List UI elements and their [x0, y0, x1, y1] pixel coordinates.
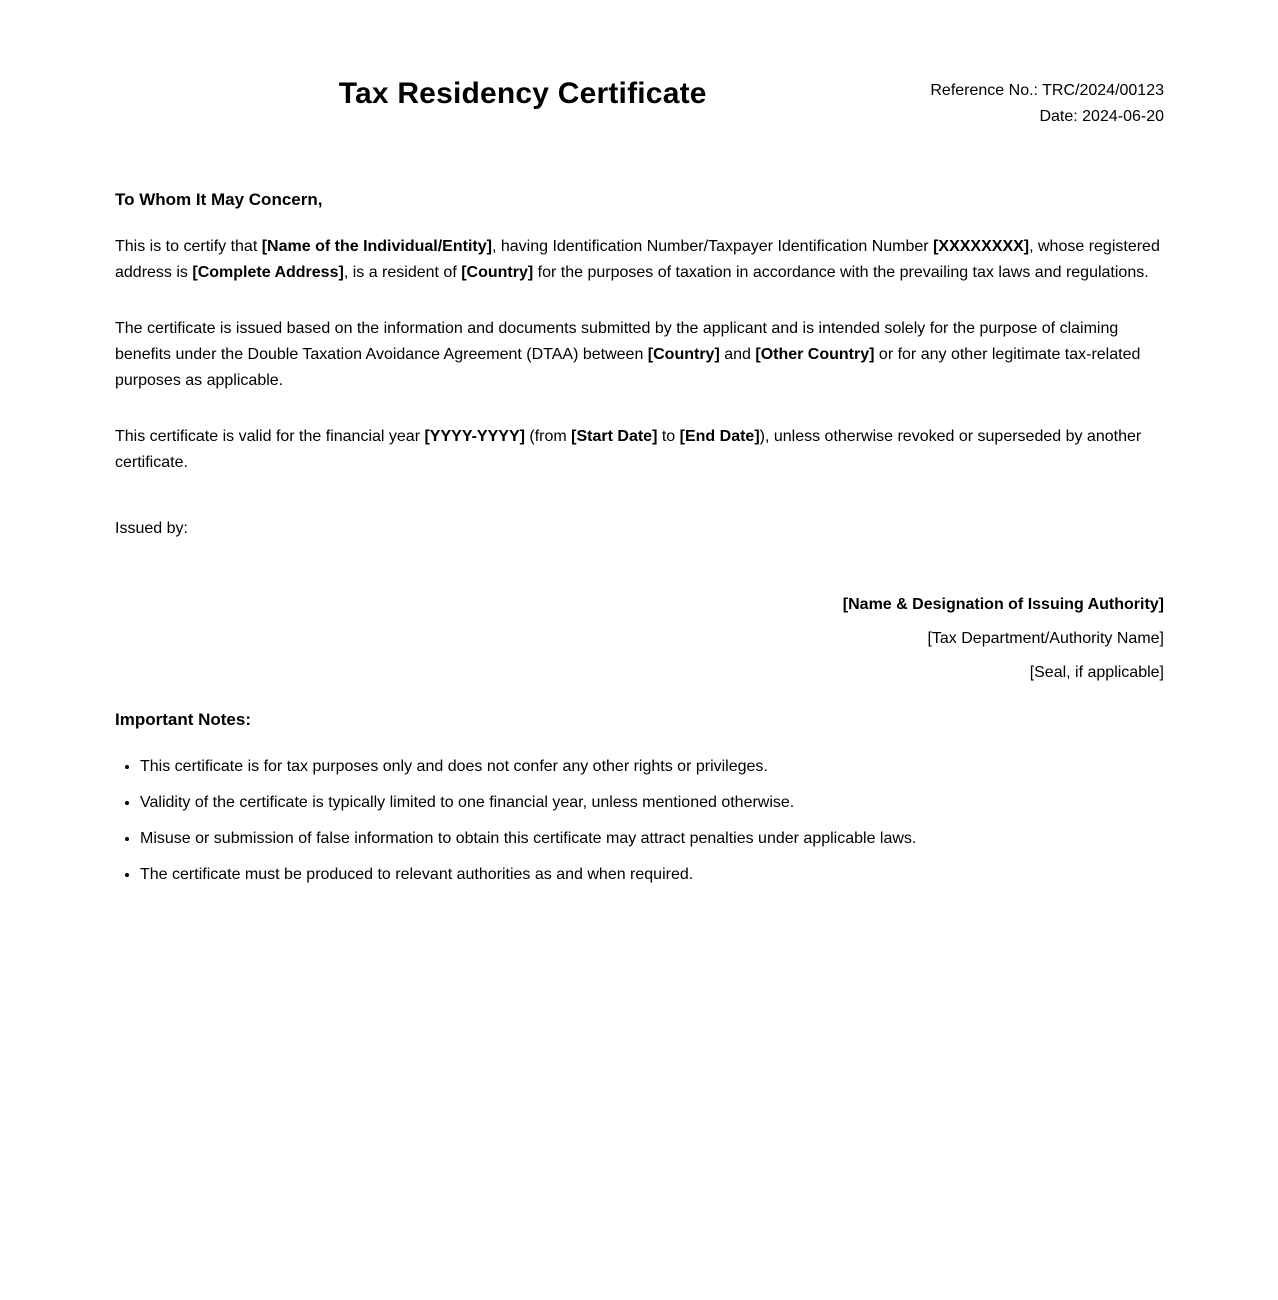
document-header [115, 78, 1164, 130]
seal-placeholder: [Seal, if applicable] [1029, 664, 1164, 681]
signature-block [115, 588, 1164, 690]
document-title: Tax Residency Certificate [338, 77, 707, 110]
validity-paragraph: This certificate is valid for the financial year [YYYY-YYYY] (from [Start Date] to [End Date]), unless otherwise revoked or superseded by another certificate. [115, 428, 1142, 471]
important-notes-list [115, 754, 1164, 888]
certification-paragraph: This is to certify that [Name of the Individual/Entity], having Identification Number/Taxpayer Identification Number [XXXXXXXX], whose registered address is [Complete Address], is a resident of [Country] for the purposes of taxation in accordance with the prevailing tax laws and regulations. [115, 238, 1160, 281]
salutation: To Whom It May Concern, [115, 190, 323, 209]
list-item: • The certificate must be produced to relevant authorities as and when required. [140, 862, 1164, 888]
authority-department: [Tax Department/Authority Name] [927, 630, 1164, 647]
purpose-paragraph: The certificate is issued based on the information and documents submitted by the applicant and is intended solely for the purpose of claiming benefits under the Double Taxation Avoidance Agreement (DTAA) between [Country] and [Other Country] or for any other legitimate tax-related purposes as applicable. [115, 320, 1141, 389]
important-notes-heading: Important Notes: [115, 710, 251, 729]
list-item: • This certificate is for tax purposes only and does not confer any other rights or privileges. [140, 754, 1164, 780]
list-item: • Misuse or submission of false information to obtain this certificate may attract penalties under applicable laws. [140, 826, 1164, 852]
document-meta [930, 78, 1164, 130]
reference-number: Reference No.: TRC/2024/00123 [930, 82, 1164, 99]
issuing-authority-name: [Name & Designation of Issuing Authority] [842, 596, 1164, 613]
issue-date: Date: 2024-06-20 [1039, 108, 1164, 125]
list-item: • Validity of the certificate is typically limited to one financial year, unless mentioned otherwise. [140, 790, 1164, 816]
issued-by-label: Issued by: [115, 520, 188, 537]
